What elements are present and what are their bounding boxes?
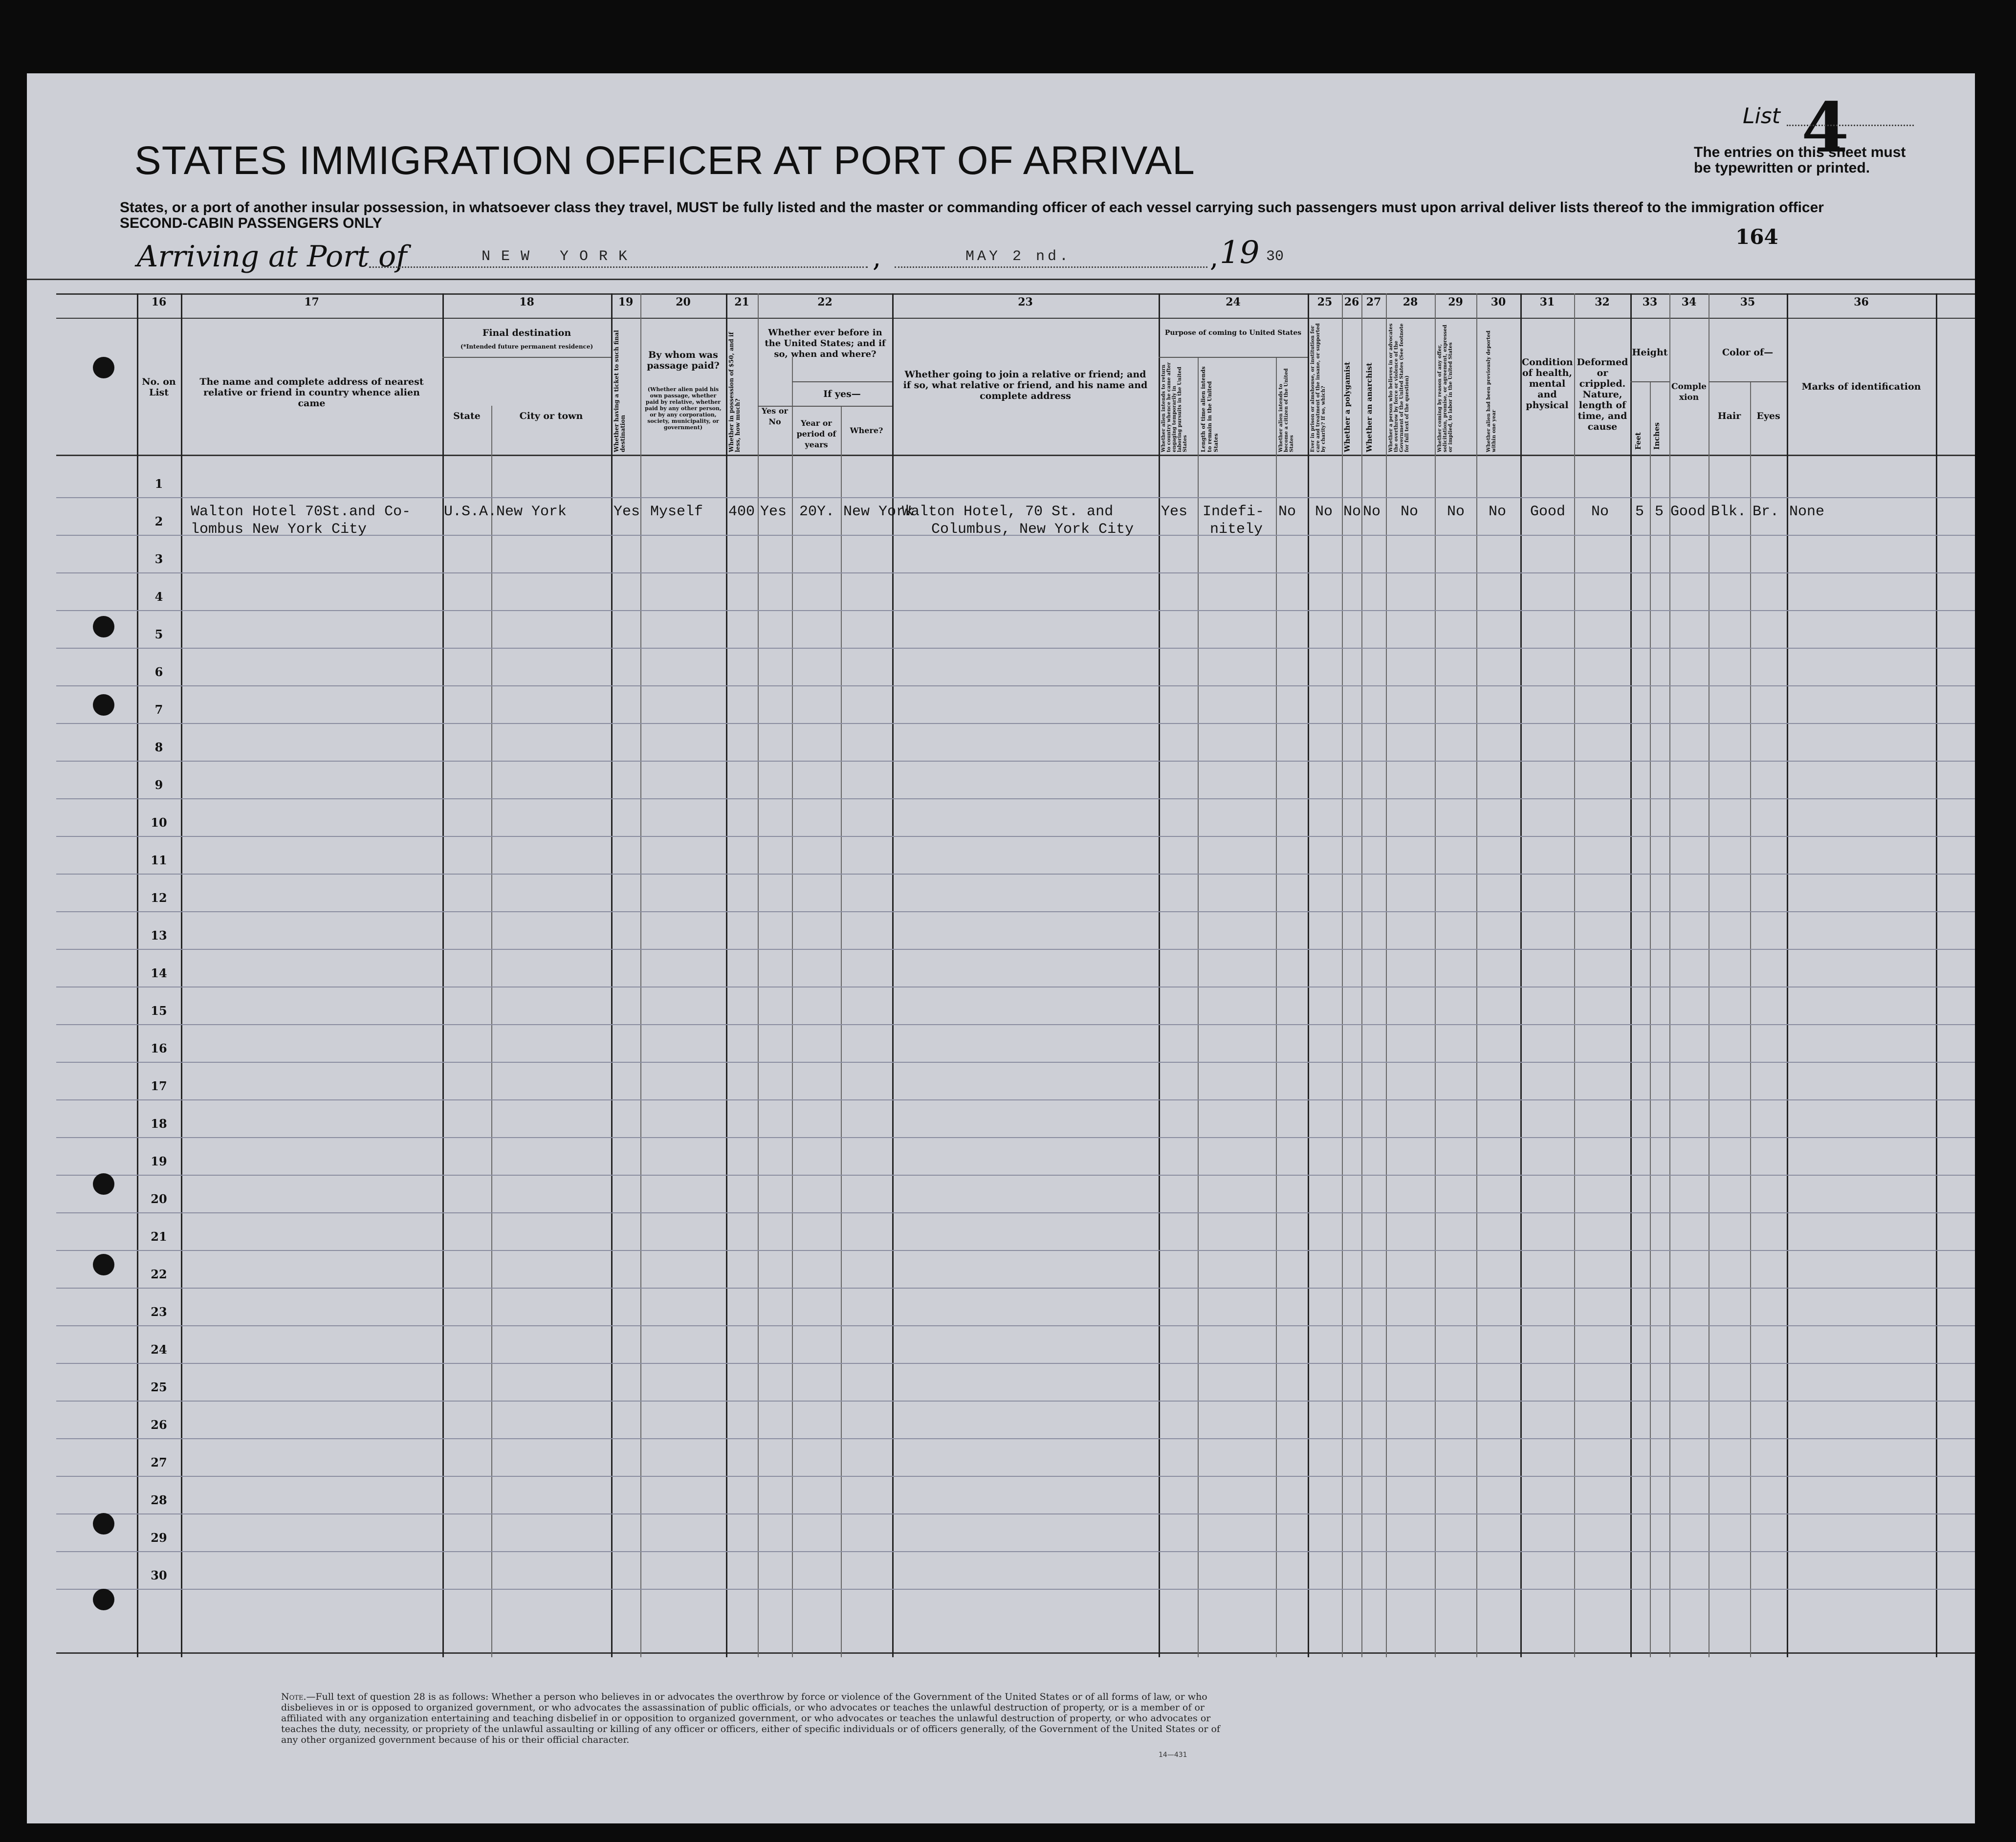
header-yes-no: Yes or No (762, 406, 788, 426)
entries-note-line2: be typewritten or printed. (1694, 160, 1870, 176)
col-line (1276, 357, 1277, 1657)
row-number: 18 (151, 1117, 167, 1131)
row-rule (56, 874, 1975, 875)
header-final-destination: Final destination (482, 328, 571, 338)
row-number: 21 (151, 1229, 167, 1244)
colnum-33: 33 (1642, 296, 1658, 308)
row-number: 10 (151, 815, 167, 830)
cell-health: Good (1530, 504, 1566, 520)
row-rule (56, 685, 1975, 686)
cell-money: 400 (728, 504, 755, 520)
cell-return-intent: Yes (1161, 504, 1188, 520)
list-number-dotline (1787, 125, 1914, 126)
row-rule (56, 648, 1975, 649)
header-hair: Hair (1717, 411, 1741, 421)
row-number: 1 (154, 477, 163, 491)
colnum-30: 30 (1490, 296, 1506, 308)
row-rule (56, 1099, 1975, 1100)
header-deported: Whether alien had been previously deported within one year (1486, 330, 1497, 452)
row-number: 6 (154, 665, 163, 679)
colnum-18: 18 (519, 296, 534, 308)
header-no-on-list: No. on List (142, 376, 176, 398)
row-number: 17 (151, 1079, 167, 1093)
cell-join-1: Walton Hotel, 70 St. and (902, 504, 1114, 520)
row-number: 12 (151, 891, 167, 905)
punch-hole (93, 1513, 114, 1535)
cell-marks: None (1789, 504, 1825, 520)
row-number: 25 (151, 1380, 167, 1394)
year-prefix: 19 (1220, 235, 1260, 271)
list-number: 4 (1801, 88, 1849, 168)
header-paid-by-note: (Whether alien paid his own passage, whether paid by relative, whether paid by any other person, or by any corporation, society, municipality, or government) (645, 386, 722, 431)
cell-where: New York (843, 504, 914, 520)
cell-ticket: Yes (614, 504, 640, 520)
colnum-23: 23 (1018, 296, 1033, 308)
list-label: List (1743, 104, 1780, 129)
row-rule (56, 610, 1975, 611)
form-title: STATES IMMIGRATION OFFICER AT PORT OF ARRIVAL (134, 138, 1195, 183)
sub-rule (1159, 357, 1308, 358)
header-prison: Ever in prison or almshouse, or institution for care and treatment of the insane, or supported by charity? If so, which? (1310, 323, 1326, 452)
punch-hole (93, 1173, 114, 1195)
sub-rule (1630, 381, 1669, 382)
row-rule (56, 1438, 1975, 1439)
row-number: 15 (151, 1004, 167, 1018)
col-line (1198, 357, 1199, 1657)
header-inches: Inches (1652, 422, 1661, 450)
cell-prison: No (1315, 504, 1333, 520)
row-number: 4 (154, 590, 163, 604)
cell-city: New York (496, 504, 567, 520)
cell-length-stay-2: nitely (1210, 521, 1263, 538)
instruction-line2: SECOND-CABIN PASSENGERS ONLY (120, 215, 382, 231)
colnum-28: 28 (1402, 296, 1418, 308)
colnum-34: 34 (1681, 296, 1697, 308)
cell-join-2: Columbus, New York City (931, 521, 1134, 538)
row-rule (56, 1325, 1975, 1326)
punch-hole (93, 694, 114, 716)
port-dotline (369, 266, 868, 268)
header-purpose: Purpose of coming to United States (1164, 329, 1302, 337)
row-number: 5 (154, 627, 163, 641)
row-number: 23 (151, 1305, 167, 1319)
row-rule (56, 723, 1975, 724)
row-rule (56, 949, 1975, 950)
port-value: NEW YORK (482, 248, 638, 265)
top-rule (27, 279, 1975, 280)
row-number: 27 (151, 1455, 167, 1469)
header-rule (56, 455, 1975, 456)
row-number: 13 (151, 928, 167, 943)
row-number: 24 (151, 1342, 167, 1357)
cell-relative-address-2: lombus New York City (191, 521, 367, 538)
row-rule (56, 1024, 1975, 1025)
date-value: MAY 2 nd. (965, 248, 1072, 265)
colnum-24: 24 (1226, 296, 1241, 308)
colnum-21: 21 (734, 296, 749, 308)
cell-inches: 5 (1655, 504, 1664, 520)
col-line (491, 406, 492, 1657)
footnote-text: —Full text of question 28 is as follows: Whether a person who believes in or advocates the overthrow by force or violence of the Government of the United States or of all forms of law, or who disbelieves in or is opposed to organized government, or who advocates the assassination of public officials, or who advocates or teaches the unlawful destruction of property, or is a member of or affiliated with any organization entertaining and teaching disbelief in or opposition to organized government, or who advocates or teaches the unlawful destruction of property, or who advocates or teaches the duty, necessity, or propriety of the unlawful assaulting or killing of any officer or officers, either of specific individuals or of officers generally, of the Government of the United States or of any other organized government because of his or their official character. (281, 1691, 1220, 1745)
cell-feet: 5 (1635, 504, 1644, 520)
row-number: 20 (151, 1192, 167, 1206)
header-join-relative: Whether going to join a relative or friend; and if so, what relative or friend, and his name and complete address (903, 369, 1148, 401)
cell-state: U.S.A. (444, 504, 497, 520)
cell-deported: No (1489, 504, 1507, 520)
cell-eyes: Br. (1753, 504, 1779, 520)
cell-year-period: 20Y. (799, 504, 835, 520)
punch-hole (93, 1589, 114, 1610)
row-number: 9 (154, 778, 163, 792)
form-number: 14—431 (1159, 1751, 1187, 1759)
cell-anarchist: No (1363, 504, 1381, 520)
cell-length-stay-1: Indefi- (1203, 504, 1265, 520)
row-rule (56, 1476, 1975, 1477)
header-citizen: Whether alien intends to become a citizen of the United States (1278, 368, 1294, 452)
row-rule (56, 1551, 1975, 1552)
colnum-19: 19 (618, 296, 634, 308)
colnum-31: 31 (1539, 296, 1555, 308)
row-rule (56, 1363, 1975, 1364)
header-where: Where? (850, 426, 883, 435)
header-overthrow: Whether a person who believes in or advocates the overthrow by force or violence of the Government of the United States (See footnote for full text of the question) (1388, 323, 1410, 452)
row-rule (56, 1288, 1975, 1289)
entries-note-line1: The entries on this sheet must (1694, 144, 1906, 160)
header-final-destination-note: (*Intended future permanent residence) (460, 343, 593, 350)
colnum-17: 17 (304, 296, 319, 308)
row-number: 14 (151, 966, 167, 980)
punch-hole (93, 357, 114, 378)
instruction-line1: States, or a port of another insular possession, in whatsoever class they travel, MUST be fully listed and the master or commanding officer of each vessel carrying such passengers must upon arrival deliver lists thereof to the immigration officer (120, 199, 1824, 216)
punch-hole (93, 616, 114, 637)
header-length-stay: Length of time alien intends to remain in the United States (1200, 366, 1219, 452)
table-bottom-rule (56, 1652, 1975, 1654)
cell-complexion: Good (1670, 504, 1706, 520)
header-relative-address: The name and complete address of nearest relative or friend in country whence alien came (199, 376, 424, 409)
sub-rule (442, 357, 611, 358)
row-rule (56, 1589, 1975, 1590)
cell-hair: Blk. (1711, 504, 1747, 520)
footnote (281, 1691, 1234, 1745)
header-city: City or town (519, 411, 583, 421)
header-return-intent: Whether alien intends to return to country whence he came after engaging temporarily in laboring pursuits in the United States (1161, 362, 1188, 452)
colnum-27: 27 (1366, 296, 1381, 308)
row-rule (56, 1175, 1975, 1176)
header-ticket: Whether having a ticket to such final destination (613, 330, 626, 452)
row-rule (56, 1250, 1975, 1251)
header-complexion: Complexion (1671, 382, 1707, 402)
row-rule (56, 911, 1975, 912)
colnum-32: 32 (1595, 296, 1610, 308)
page-number: 164 (1735, 225, 1778, 249)
comma-2: , (1210, 242, 1219, 273)
row-number: 28 (151, 1493, 167, 1507)
cell-deformed: No (1591, 504, 1609, 520)
colnum-22: 22 (817, 296, 833, 308)
colnum-16: 16 (151, 296, 167, 308)
punch-hole (93, 1254, 114, 1275)
header-before-us: Whether ever before in the United States; and if so, when and where? (765, 328, 886, 359)
year-suffix: 30 (1266, 248, 1284, 265)
cell-overthrow: No (1401, 504, 1419, 520)
manifest-sheet (27, 73, 1975, 1823)
row-number: 16 (151, 1041, 167, 1055)
header-height: Height (1632, 347, 1668, 358)
comma-1: , (873, 242, 881, 273)
header-year-period: Year or period of years (796, 418, 836, 449)
header-health: Condition of health, mental and physical (1522, 357, 1573, 411)
header-feet: Feet (1634, 432, 1643, 450)
row-rule (56, 572, 1975, 573)
colnum-36: 36 (1854, 296, 1869, 308)
row-number: 7 (154, 702, 163, 717)
header-labor-offer: Whether coming by reason of any offer, solicitation, promise, or agreement, expressed or implied, to labor in the United States (1437, 325, 1453, 452)
colnum-26: 26 (1344, 296, 1359, 308)
header-marks: Marks of identification (1801, 381, 1921, 392)
row-number: 29 (151, 1531, 167, 1545)
sub-rule (1709, 381, 1787, 382)
header-deformed: Deformed or crippled. Nature, length of time, and cause (1577, 357, 1628, 432)
cell-citizen: No (1278, 504, 1296, 520)
colnum-rule-top (56, 293, 1975, 295)
footnote-label: Note. (281, 1691, 307, 1702)
cell-paid-by: Myself (650, 504, 703, 520)
row-rule (56, 836, 1975, 837)
header-polygamist: Whether a polygamist (1343, 362, 1352, 452)
row-rule (56, 1137, 1975, 1138)
colnum-20: 20 (676, 296, 691, 308)
header-anarchist: Whether an anarchist (1365, 362, 1374, 452)
cell-polygamist: No (1343, 504, 1361, 520)
row-rule (56, 497, 1975, 498)
sub-rule (792, 381, 892, 382)
col-line (792, 357, 793, 1657)
row-number: 8 (154, 740, 163, 754)
colnum-35: 35 (1740, 296, 1755, 308)
header-money: Whether in possession of $50, and if less, how much? (728, 332, 741, 452)
row-number: 19 (151, 1154, 167, 1168)
header-paid-by: By whom was passage paid? (647, 350, 720, 371)
cell-before-us: Yes (760, 504, 787, 520)
colnum-25: 25 (1317, 296, 1333, 308)
date-dotline (895, 266, 1207, 268)
row-number: 22 (151, 1267, 167, 1281)
header-eyes: Eyes (1756, 411, 1780, 421)
row-rule (56, 761, 1975, 762)
header-color: Color of— (1722, 347, 1774, 358)
cell-labor-offer: No (1447, 504, 1465, 520)
colnum-29: 29 (1448, 296, 1463, 308)
row-rule (56, 1212, 1975, 1213)
header-if-yes: If yes— (823, 389, 861, 399)
row-number: 11 (151, 853, 167, 867)
colnum-rule-bottom (56, 318, 1975, 319)
row-rule (56, 798, 1975, 799)
row-rule (56, 1401, 1975, 1402)
row-number: 30 (151, 1568, 167, 1582)
row-number: 2 (154, 514, 163, 528)
arriving-label: Arriving at Port of (137, 240, 407, 274)
row-rule (56, 1513, 1975, 1514)
row-number: 26 (151, 1418, 167, 1432)
row-number: 3 (154, 552, 163, 566)
header-state: State (453, 411, 481, 421)
cell-relative-address-1: Walton Hotel 70St.and Co- (191, 504, 411, 520)
row-rule (56, 1062, 1975, 1063)
col-line (841, 406, 842, 1657)
